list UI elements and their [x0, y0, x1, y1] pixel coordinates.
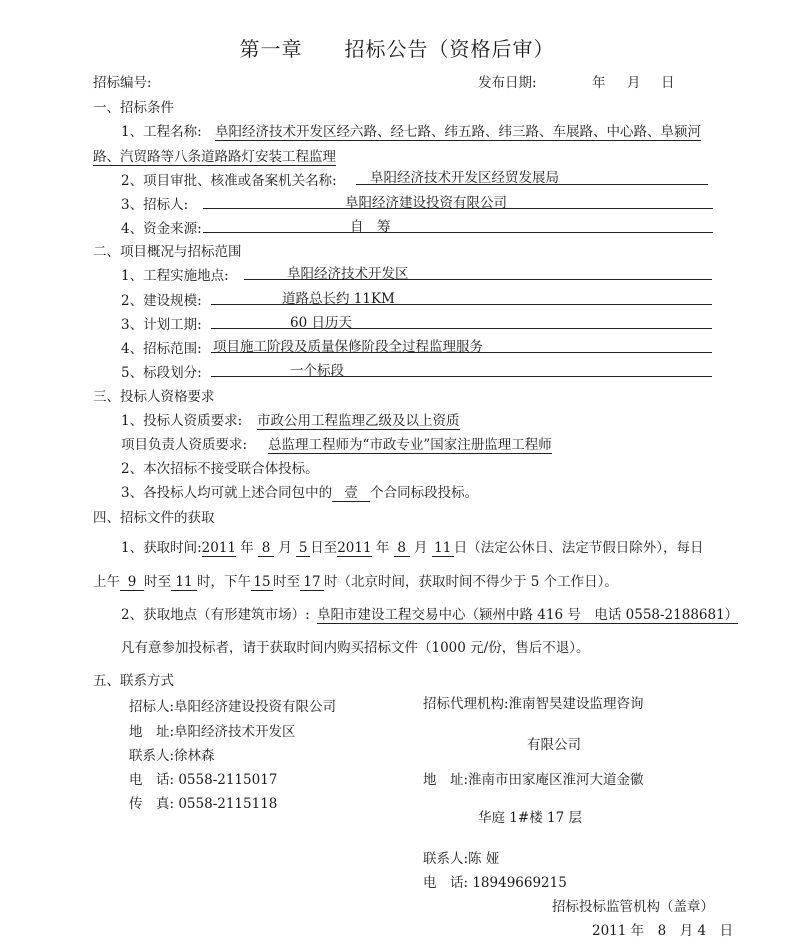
supervisory-org: 招标投标监管机构（盖章）: [552, 899, 714, 915]
bidder-value: 阜阳经济建设投资有限公司: [345, 195, 507, 211]
publish-date-label: 发布日期:: [478, 75, 537, 91]
project-name-value-line2: 路、汽贸路等八条道路路灯安装工程监理: [93, 145, 336, 166]
sign-date: 2011 年 8 月 4 日: [592, 923, 734, 939]
contact-address: 地 址:阜阳经济技术开发区: [129, 724, 296, 740]
scope-label: 4、招标范围:: [121, 341, 202, 357]
bidder-qualification-label: 1、投标人资质要求:: [121, 413, 243, 429]
scope-value: 项目施工阶段及质量保修阶段全过程监理服务: [213, 339, 483, 355]
acquisition-location-label: 2、获取地点（有形建筑市场）:: [121, 607, 310, 623]
agency-address-line2: 华庭 1#楼 17 层: [478, 810, 582, 826]
approval-authority-label: 2、项目审批、核准或备案机关名称:: [121, 173, 337, 189]
contact-fax: 传 真: 0558-2115118: [129, 796, 278, 812]
section-3-heading: 三、投标人资格要求: [93, 389, 215, 405]
pm-qualification-label: 项目负责人资质要求:: [121, 437, 248, 453]
page-title: 第一章 招标公告（资格后审）: [239, 37, 555, 61]
agency-contact-person: 联系人:陈 娅: [423, 851, 500, 867]
duration-label: 3、计划工期:: [121, 317, 202, 333]
agency-name-line2: 有限公司: [527, 737, 581, 753]
agency-name-line1: 招标代理机构:淮南智昊建设监理咨询: [423, 696, 644, 712]
fund-source-value: 自 筹: [350, 219, 391, 235]
lots-value: 一个标段: [290, 363, 344, 379]
contact-person: 联系人:徐林森: [129, 748, 215, 764]
acquisition-time-line2: 上午 9 时至 11 时，下午 15 时至 17 时（北京时间，获取时间不得少于 5 个工作日）。: [93, 574, 618, 590]
bidder-label: 3、招标人:: [121, 197, 189, 213]
agency-phone: 电 话: 18949669215: [423, 875, 567, 891]
date-year-label: 年: [592, 75, 606, 91]
lots-underline: [211, 376, 712, 377]
section-4-heading: 四、招标文件的获取: [93, 510, 215, 526]
bid-number-label: 招标编号:: [93, 75, 152, 91]
fund-source-label: 4、资金来源:: [121, 221, 202, 237]
purchase-note: 凡有意参加投标者，请于获取时间内购买招标文件（1000 元/份，售后不退）。: [121, 640, 590, 656]
section-5-heading: 五、联系方式: [93, 673, 174, 689]
acquisition-time-line1: 1、获取时间:2011 年 8 月 5 日至2011 年 8 月 11 日（法定公休日、法定节假日除外），每日: [121, 540, 704, 556]
lots-label: 5、标段划分:: [121, 365, 202, 381]
duration-value: 60 日历天: [290, 315, 352, 331]
acquisition-location-value: 阜阳市建设工程交易中心（颍州中路 416 号 电话 0558-2188681）: [317, 603, 738, 624]
project-name-value-line1: 阜阳经济技术开发区经六路、经七路、纬五路、纬三路、车展路、中心路、阜颍河: [215, 120, 701, 141]
location-label: 1、工程实施地点:: [121, 268, 229, 284]
section-2-heading: 二、项目概况与招标范围: [93, 244, 242, 260]
project-name-label: 1、工程名称:: [121, 124, 202, 140]
duration-underline: [211, 328, 712, 329]
date-month-label: 月: [627, 75, 641, 91]
contact-phone: 电 话: 0558-2115017: [129, 772, 278, 788]
scale-label: 2、建设规模:: [121, 293, 202, 309]
fund-source-underline: [203, 232, 713, 233]
bidder-qualification-value: 市政公用工程监理乙级及以上资质: [257, 409, 460, 430]
joint-venture-note: 2、本次招标不接受联合体投标。: [121, 461, 319, 477]
approval-authority-value: 阜阳经济技术开发区经贸发展局: [370, 170, 559, 186]
location-value: 阜阳经济技术开发区: [287, 266, 409, 282]
scale-value: 道路总长约 11KM: [282, 291, 395, 307]
section-1-heading: 一、招标条件: [93, 100, 174, 116]
agency-address-line1: 地 址:淮南市田家庵区淮河大道金徽: [423, 772, 644, 788]
contact-bidder: 招标人:阜阳经济建设投资有限公司: [129, 699, 337, 715]
pm-qualification-value: 总监理工程师为“市政专业”国家注册监理工程师: [268, 433, 552, 454]
date-day-label: 日: [661, 75, 675, 91]
lot-bidding-note: 3、各投标人均可就上述合同包中的 壹 个合同标段投标。: [121, 481, 478, 502]
